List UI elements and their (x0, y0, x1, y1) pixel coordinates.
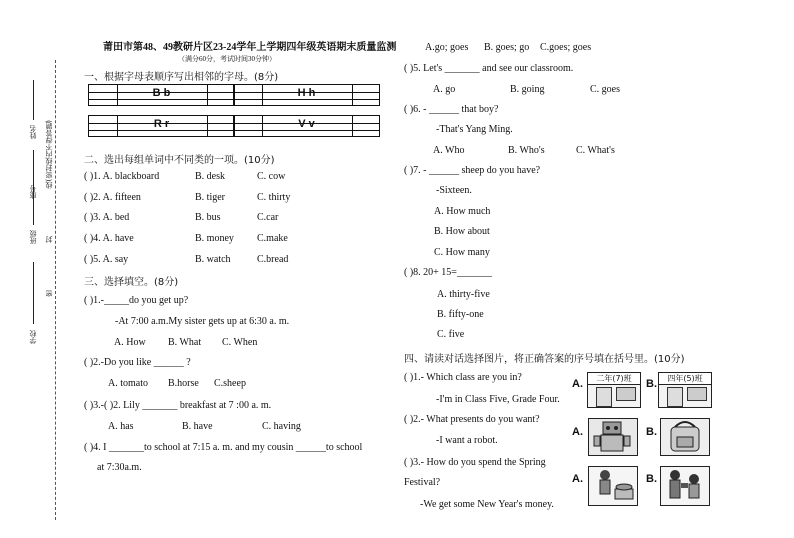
s3-q4: ( )4. I _______to school at 7:15 a. m. and my cousin ______to school (84, 442, 363, 453)
s4-q2: ( )2.- What presents do you want? (404, 414, 540, 425)
s3-q7: ( )7. - ______ sheep do you have? (404, 165, 541, 176)
s2-q2-b: B. tiger (195, 192, 225, 203)
s2-q4-c: C.make (257, 233, 288, 244)
s2-q5-c: C.bread (257, 254, 289, 265)
s3-q1-b: B. What (168, 337, 202, 348)
cooking-food-image (588, 466, 638, 506)
s3-q4-c: C.goes; goes (540, 42, 592, 53)
seal-line (55, 60, 56, 520)
s3-q6-line2: -That's Yang Ming. (436, 124, 513, 135)
s4-q3-line3: -We get some New Year's money. (420, 499, 554, 510)
s4-q1: ( )1.- Which class are you in? (404, 372, 522, 383)
s3-q5-b: B. going (510, 84, 545, 95)
s3-q7-b: B. How about (434, 226, 490, 237)
page-title: 莆田市第48、49教研片区23-24学年上学期四年级英语期末质量监测 (103, 42, 397, 53)
s4-q3: ( )3.- How do you spend the Spring (404, 457, 546, 468)
s3-q3-b: B. have (182, 421, 213, 432)
s3-q8-a: A. thirty-five (437, 289, 490, 300)
section4-heading: 四、请读对话选择图片，将正确答案的序号填在括号里。(10分) (404, 354, 685, 365)
s2-q4: ( )4. A. have (84, 233, 134, 244)
lucky-money-image (660, 466, 710, 506)
margin-class: 班级 (29, 230, 37, 244)
pic1-label-a: A. (572, 378, 583, 390)
s4-q2-line2: -I want a robot. (436, 435, 498, 446)
margin-mi: 密 (45, 290, 53, 297)
s3-q8-c: C. five (437, 329, 465, 340)
pic-caption: 四年(5)班 (659, 373, 711, 385)
s3-q3-a: A. has (108, 421, 134, 432)
margin-school: 学校 (29, 330, 37, 344)
s2-q3-c: C.car (257, 212, 279, 223)
s3-q3-c: C. having (262, 421, 301, 432)
s3-q7-a: A. How much (434, 206, 491, 217)
s2-q5-b: B. watch (195, 254, 231, 265)
s3-q1-c: C. When (222, 337, 258, 348)
s2-q1-c: C. cow (257, 171, 286, 182)
s3-q8: ( )8. 20+ 15=_______ (404, 267, 492, 278)
s3-q1: ( )1.-_____do you get up? (84, 295, 189, 306)
margin-feng: 封 (45, 236, 53, 243)
margin-line (33, 80, 34, 120)
s2-q2: ( )2. A. fifteen (84, 192, 141, 203)
s3-q5-c: C. goes (590, 84, 620, 95)
classroom-door-5-image (658, 372, 712, 408)
robot-image (588, 418, 638, 456)
s2-q3-b: B. bus (195, 212, 221, 223)
s3-q2: ( )2.-Do you like ______ ? (84, 357, 191, 368)
section3-heading: 三、选择填空。(8分) (84, 277, 179, 288)
pic2-label-a: A. (572, 426, 583, 438)
letter-box-label: B b (152, 87, 171, 99)
s3-q5: ( )5. Let's _______ and see our classroom. (404, 63, 574, 74)
s3-q8-b: B. fifty-one (437, 309, 484, 320)
letter-box-1 (88, 84, 235, 106)
s3-q6-c: C. What's (576, 145, 615, 156)
s3-q2-a: A. tomato (108, 378, 148, 389)
letter-box-4 (233, 115, 380, 137)
s4-q3-line2: Festival? (404, 477, 441, 488)
s3-q5-a: A. go (433, 84, 456, 95)
pic3-label-a: A. (572, 473, 583, 485)
s2-q3: ( )3. A. bed (84, 212, 130, 223)
pic2-label-b: B. (646, 426, 657, 438)
letter-box-label: V v (298, 118, 315, 130)
s3-q1-a: A. How (114, 337, 146, 348)
s3-q1-line2: -At 7:00 a.m.My sister gets up at 6:30 a. m. (115, 316, 290, 327)
s2-q1-b: B. desk (195, 171, 225, 182)
margin-number: 座号 (29, 185, 37, 199)
letter-box-label: H h (297, 87, 316, 99)
s3-q2-c: C.sheep (214, 378, 246, 389)
s3-q3: ( )3.-( )2. Lily _______ breakfast at 7 :00 a. m. (84, 400, 272, 411)
s3-q4-line2: at 7:30a.m. (97, 462, 142, 473)
pic3-label-b: B. (646, 473, 657, 485)
pic1-label-b: B. (646, 378, 657, 390)
section2-heading: 二、选出每组单词中不同类的一项。(10分) (84, 155, 275, 166)
letter-box-label: R r (153, 118, 170, 130)
letter-box-2 (233, 84, 380, 106)
classroom-door-7-image (587, 372, 641, 408)
section1-heading: 一、根据字母表顺序写出相邻的字母。(8分) (84, 72, 279, 83)
margin-line (33, 262, 34, 324)
s2-q5: ( )5. A. say (84, 254, 129, 265)
s2-q4-b: B. money (195, 233, 234, 244)
s3-q6: ( )6. - ______ that boy? (404, 104, 499, 115)
s3-q4-b: B. goes; go (484, 42, 530, 53)
s3-q7-line2: -Sixteen. (436, 185, 472, 196)
s3-q7-c: C. How many (434, 247, 490, 258)
s2-q1: ( )1. A. blackboard (84, 171, 160, 182)
s3-q6-b: B. Who's (508, 145, 545, 156)
s4-q1-line2: -I'm in Class Five, Grade Four. (436, 394, 560, 405)
page-subtitle: （满分60分，考试时间30分钟） (178, 55, 276, 63)
s3-q4-a: A.go; goes (425, 42, 469, 53)
s2-q2-c: C. thirty (257, 192, 291, 203)
schoolbag-image (660, 418, 710, 456)
letter-box-3 (88, 115, 235, 137)
margin-name: 姓名 (29, 125, 37, 139)
s3-q2-b: B.horse (168, 378, 199, 389)
pic-caption: 二年(7)班 (588, 373, 640, 385)
s3-q6-a: A. Who (433, 145, 465, 156)
margin-notice: 线(密封线内不得答题) (45, 120, 53, 189)
